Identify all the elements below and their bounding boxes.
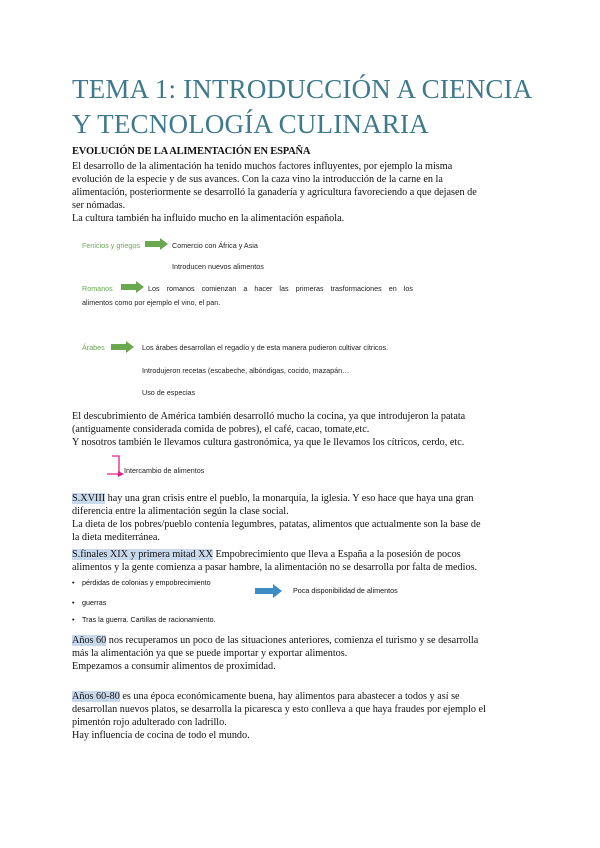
bullet-item: • guerras — [72, 598, 107, 607]
anos60-paragraph — [72, 634, 532, 673]
america-line: El descubrimiento de América también desarrolló mucho la cocina, ya que introdujeron la patata — [72, 411, 466, 422]
anos6080-line: Hay influencia de cocina de todo el mundo. — [72, 730, 250, 741]
section-heading: EVOLUCIÓN DE LA ALIMENTACIÓN EN ESPAÑA — [72, 146, 311, 157]
fenicios-text: Comercio con África y Asia — [172, 241, 258, 250]
xviii-line: la dieta mediterránea. — [72, 532, 160, 543]
bullet-item: • Tras la guerra. Cartillas de racionamiento. — [72, 615, 216, 624]
xix-line: Empobrecimiento que lleva a España a la posesión de pocos — [212, 549, 461, 560]
green-arrow-icon — [111, 341, 135, 353]
intro-line: El desarrollo de la alimentación ha tenido muchos factores influyentes, por ejemplo la misma — [72, 161, 453, 172]
page-title — [72, 72, 533, 142]
arabes-text-2: Introdujeron recetas (escabeche, albóndigas, cocido, mazapán… — [142, 366, 350, 375]
blue-arrow-icon — [255, 584, 283, 598]
america-line: Y nosotros también le llevamos cultura gastronómica, ya que le llevamos los cítricos, cerdo, etc. — [72, 437, 465, 448]
fenicios-text-2: Introducen nuevos alimentos — [172, 262, 264, 271]
anos6080-line: es una época económicamente buena, hay alimentos para abastecer a todos y así se — [119, 691, 460, 702]
xix-highlight: S.finales XIX y primera mitad XX — [72, 549, 213, 560]
green-arrow-icon — [145, 238, 169, 250]
intro-line: ser nómadas. — [72, 200, 126, 211]
xviii-paragraph — [72, 492, 532, 544]
bullet-icon: • — [72, 578, 75, 587]
anos60-line: más la alimentación ya que se puede importar y exportar alimentos. — [72, 648, 348, 659]
anos6080-line: desarrollan nuevos platos, se desarrolla la picaresca y esto conlleva a que haya fraudes por ejemplo el — [72, 704, 486, 715]
exchange-label: Intercambio de alimentos — [124, 466, 205, 475]
xviii-highlight: S.XVIII — [72, 493, 106, 504]
intro-paragraph — [72, 160, 532, 225]
xix-paragraph — [72, 548, 532, 574]
xviii-line: La dieta de los pobres/pueblo contenía legumbres, patatas, alimentos que actualmente son la base de — [72, 519, 481, 530]
intro-line: alimentación, posteriormente se desarrolló la ganadería y agricultura favoreciendo a que dejasen de — [72, 187, 477, 198]
arabes-text-3: Uso de especias — [142, 388, 196, 397]
bullet-result: Poca disponibilidad de alimentos — [293, 586, 398, 595]
anos6080-line: pimentón rojo adulterado con ladrillo. — [72, 717, 227, 728]
romanos-text: Los romanos comienzan a hacer las primeras trasformaciones en los — [148, 284, 413, 293]
anos60-highlight: Años 60 — [72, 635, 107, 646]
anos6080-paragraph — [72, 690, 532, 742]
america-paragraph — [72, 410, 532, 449]
xix-line: alimentos y la gente comienza a pasar hambre, la alimentación no se desarrolla por falta de medios. — [72, 562, 478, 573]
green-arrow-icon — [121, 281, 145, 293]
bullet-icon: • — [72, 615, 75, 624]
intro-line: La cultura también ha influido mucho en la alimentación española. — [72, 213, 345, 224]
intro-line: evolución de la especie y de sus avances. Con la caza vino la introducción de la carne en la — [72, 174, 443, 185]
anos60-line: nos recuperamos un poco de las situaciones anteriores, comienza el turismo y se desarrolla — [106, 635, 479, 646]
pink-elbow-arrow-icon — [104, 455, 126, 481]
romanos-label: Romanos — [82, 284, 113, 293]
title-line-2: Y TECNOLOGÍA CULINARIA — [72, 109, 429, 139]
xviii-line: diferencia entre la alimentación según la clase social. — [72, 506, 289, 517]
bullet-icon: • — [72, 598, 75, 607]
anos60-line: Empezamos a consumir alimentos de proximidad. — [72, 661, 276, 672]
xviii-line: hay una gran crisis entre el pueblo, la monarquía, la iglesia. Y eso hace que haya una gran — [105, 493, 474, 504]
title-line-1: TEMA 1: INTRODUCCIÓN A CIENCIA — [72, 74, 533, 104]
anos6080-highlight: Años 60-80 — [72, 691, 120, 702]
arabes-label: Árabes — [82, 343, 105, 352]
fenicios-label: Fenicios y griegos — [82, 241, 140, 250]
bullet-item: • pérdidas de colonias y empobrecimiento — [72, 578, 211, 587]
romanos-text-2: alimentos como por ejemplo el vino, el pan. — [82, 298, 221, 307]
arabes-text: Los árabes desarrollan el regadío y de esta manera pudieron cultivar cítricos. — [142, 343, 389, 352]
america-line: (antiguamente considerada comida de pobres), el café, cacao, tomate,etc. — [72, 424, 370, 435]
